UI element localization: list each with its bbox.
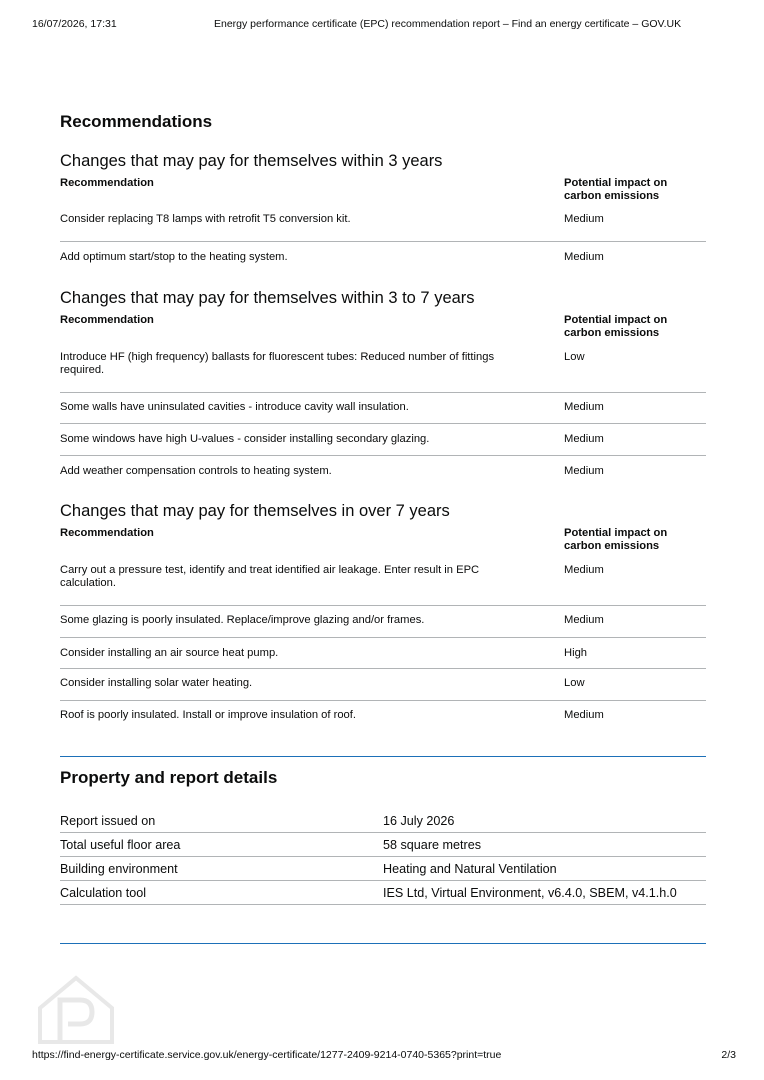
section-divider: [60, 756, 706, 757]
recommendation-text: Roof is poorly insulated. Install or improve insulation of roof.: [60, 708, 356, 721]
detail-value: IES Ltd, Virtual Environment, v6.4.0, SBEM, v4.1.h.0: [383, 881, 706, 905]
detail-value: 16 July 2026: [383, 809, 706, 833]
table-row: [60, 241, 706, 271]
watermark-logo: [36, 974, 116, 1044]
recommendation-text: Add weather compensation controls to heating system.: [60, 464, 332, 477]
property-details-heading: Property and report details: [60, 768, 278, 787]
recommendation-text: Add optimum start/stop to the heating system.: [60, 250, 288, 263]
print-url: https://find-energy-certificate.service.gov.uk/energy-certificate/1277-2409-9214-0740-5365?print=true: [32, 1049, 502, 1061]
column-header-recommendation: Recommendation: [60, 527, 154, 539]
recommendation-text: Consider installing an air source heat pump.: [60, 637, 564, 668]
column-header-impact: Potential impact on carbon emissions: [564, 314, 668, 339]
impact-value: High: [564, 637, 706, 668]
page-number: 2/3: [721, 1049, 736, 1061]
detail-label: Building environment: [60, 857, 383, 881]
recommendation-text: Some windows have high U-values - consider installing secondary glazing.: [60, 423, 564, 455]
table-row: [60, 637, 706, 668]
impact-value: Medium: [564, 708, 604, 721]
table-row: [60, 392, 706, 423]
impact-value: Medium: [564, 464, 604, 477]
main-content: [60, 112, 706, 944]
recommendation-text: Introduce HF (high frequency) ballasts for fluorescent tubes: Reduced number of fittings required.: [60, 346, 564, 392]
impact-value: Medium: [564, 209, 706, 241]
column-header-impact: Potential impact on carbon emissions: [564, 177, 668, 202]
table-row: [60, 423, 706, 455]
table-row: [60, 559, 706, 605]
impact-value: Medium: [564, 250, 604, 263]
recommendations-table: [60, 171, 706, 271]
recommendation-text: Some walls have uninsulated cavities - introduce cavity wall insulation.: [60, 392, 564, 423]
section-divider: [60, 943, 706, 944]
impact-value: Medium: [564, 392, 706, 423]
property-details-table: [60, 809, 706, 905]
column-header-recommendation: Recommendation: [60, 177, 154, 189]
detail-value: Heating and Natural Ventilation: [383, 857, 706, 881]
detail-label: Total useful floor area: [60, 833, 383, 857]
detail-row: [60, 809, 706, 833]
table-row: [60, 209, 706, 241]
table-row: [60, 605, 706, 637]
print-header: [32, 18, 732, 32]
impact-value: Low: [564, 668, 706, 700]
recommendation-group: [60, 288, 706, 485]
table-row: [60, 700, 706, 730]
impact-value: Medium: [564, 559, 706, 605]
detail-row: [60, 833, 706, 857]
print-page-title: Energy performance certificate (EPC) recommendation report – Find an energy certificate – GOV.UK: [214, 18, 682, 30]
detail-row: [60, 881, 706, 905]
column-header-impact: Potential impact on carbon emissions: [564, 527, 668, 552]
recommendation-text: Some glazing is poorly insulated. Replace/improve glazing and/or frames.: [60, 605, 564, 637]
column-header-recommendation: Recommendation: [60, 314, 154, 326]
detail-row: [60, 857, 706, 881]
group-title: Changes that may pay for themselves within 3 years: [60, 152, 443, 170]
recommendation-group: [60, 501, 706, 730]
recommendation-text: Consider replacing T8 lamps with retrofit T5 conversion kit.: [60, 209, 564, 241]
impact-value: Medium: [564, 605, 706, 637]
detail-value: 58 square metres: [383, 833, 706, 857]
house-logo-icon: [36, 974, 116, 1044]
print-footer: [32, 1049, 736, 1063]
impact-value: Low: [564, 346, 706, 392]
detail-label: Calculation tool: [60, 881, 383, 905]
recommendation-text: Consider installing solar water heating.: [60, 668, 564, 700]
impact-value: Medium: [564, 423, 706, 455]
detail-label: Report issued on: [60, 809, 383, 833]
recommendations-table: [60, 521, 706, 730]
recommendation-text: Carry out a pressure test, identify and treat identified air leakage. Enter result in EPC calculation.: [60, 559, 564, 605]
recommendation-group: [60, 151, 706, 271]
recommendations-heading: Recommendations: [60, 112, 213, 131]
group-title: Changes that may pay for themselves within 3 to 7 years: [60, 289, 475, 307]
table-row: [60, 346, 706, 392]
table-row: [60, 455, 706, 485]
group-title: Changes that may pay for themselves in over 7 years: [60, 502, 450, 520]
recommendations-table: [60, 308, 706, 485]
table-row: [60, 668, 706, 700]
print-datetime: 16/07/2026, 17:31: [32, 18, 117, 30]
